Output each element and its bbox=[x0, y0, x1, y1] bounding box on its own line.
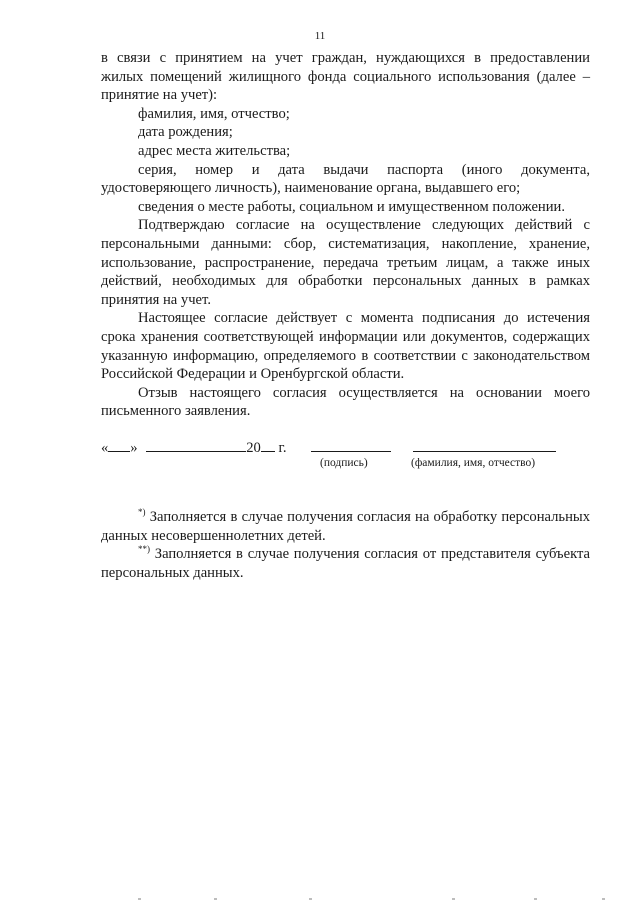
date-field[interactable] bbox=[101, 437, 287, 458]
name-blank[interactable] bbox=[413, 437, 556, 452]
scan-speck bbox=[534, 898, 537, 900]
text-line: персональными данными: сбор, систематизация, накопление, хранение, bbox=[101, 235, 590, 252]
data-item-employment: сведения о месте работы, социальном и имущественном положении. bbox=[138, 198, 566, 215]
name-field[interactable] bbox=[413, 437, 556, 458]
year-prefix: 20 bbox=[246, 440, 261, 456]
year-blank[interactable] bbox=[261, 437, 275, 452]
document-body bbox=[101, 49, 590, 421]
month-blank[interactable] bbox=[146, 437, 246, 452]
data-item-birth-date: дата рождения; bbox=[138, 124, 233, 141]
signature-caption: (подпись) bbox=[320, 457, 368, 469]
text-line: принятия на учет. bbox=[101, 291, 211, 308]
footnote-text: Заполняется в случае получения согласия от представителя субъекта bbox=[154, 546, 590, 563]
year-suffix: г. bbox=[278, 440, 287, 456]
scan-speck bbox=[602, 898, 605, 900]
scan-speck bbox=[214, 898, 217, 900]
text-line: срока хранения соответствующей информации или документов, содержащих bbox=[101, 328, 590, 345]
consent-intro-paragraph bbox=[101, 49, 590, 105]
text-line: серия, номер и дата выдачи паспорта (иного документа, bbox=[138, 161, 590, 178]
scan-edge-artifacts bbox=[0, 896, 640, 905]
text-line: письменного заявления. bbox=[101, 403, 251, 420]
data-item-passport bbox=[101, 161, 590, 198]
text-line: Отзыв настоящего согласия осуществляется на основании моего bbox=[138, 384, 590, 401]
footnote-text: Заполняется в случае получения согласия на обработку персональных bbox=[149, 509, 590, 525]
close-quote: » bbox=[130, 440, 138, 456]
day-blank[interactable] bbox=[108, 437, 130, 452]
text-line: принятие на учет): bbox=[101, 87, 218, 104]
footnote-line: персональных данных. bbox=[101, 564, 244, 581]
text-line: действий, необходимых для обработки персональных данных в рамках bbox=[101, 273, 590, 290]
footnote-2 bbox=[101, 545, 590, 582]
footnote-marker: **) bbox=[138, 544, 150, 555]
data-item-full-name: фамилия, имя, отчество; bbox=[138, 105, 290, 122]
text-line: Российской Федерации и Оренбургской области. bbox=[101, 366, 405, 383]
page-number: 11 bbox=[314, 30, 326, 42]
footnote-line bbox=[101, 545, 590, 564]
signature-block bbox=[101, 437, 590, 477]
footnote-line bbox=[101, 508, 590, 527]
data-item-address: адрес места жительства; bbox=[138, 142, 291, 159]
text-line: Подтверждаю согласие на осуществление следующих действий с bbox=[138, 217, 590, 234]
withdrawal-paragraph bbox=[101, 384, 590, 421]
text-line: в связи с принятием на учет граждан, нуждающихся в предоставлении bbox=[101, 50, 590, 66]
footnote-1 bbox=[101, 508, 590, 545]
text-line: использование, распространение, передача третьим лицам, а также иных bbox=[101, 254, 590, 271]
signature-blank[interactable] bbox=[311, 437, 391, 452]
scan-speck bbox=[138, 898, 141, 900]
confirm-paragraph bbox=[101, 216, 590, 309]
text-line: удостоверяющего личность), наименование органа, выдавшего его; bbox=[101, 180, 521, 197]
footnote-line: данных несовершеннолетних детей. bbox=[101, 527, 326, 544]
open-quote: « bbox=[101, 440, 109, 456]
footnote-marker: *) bbox=[138, 507, 146, 518]
text-line: Настоящее согласие действует с момента подписания до истечения bbox=[138, 310, 590, 327]
name-caption: (фамилия, имя, отчество) bbox=[411, 457, 536, 469]
scan-speck bbox=[452, 898, 455, 900]
text-line: указанную информацию, определяемого в соответствии с законодательством bbox=[101, 347, 590, 364]
footnotes bbox=[101, 508, 590, 582]
text-line: жилых помещений жилищного фонда социального использования (далее – bbox=[101, 68, 590, 85]
signature-field[interactable] bbox=[311, 437, 391, 458]
scan-speck bbox=[309, 898, 312, 900]
validity-paragraph bbox=[101, 309, 590, 383]
